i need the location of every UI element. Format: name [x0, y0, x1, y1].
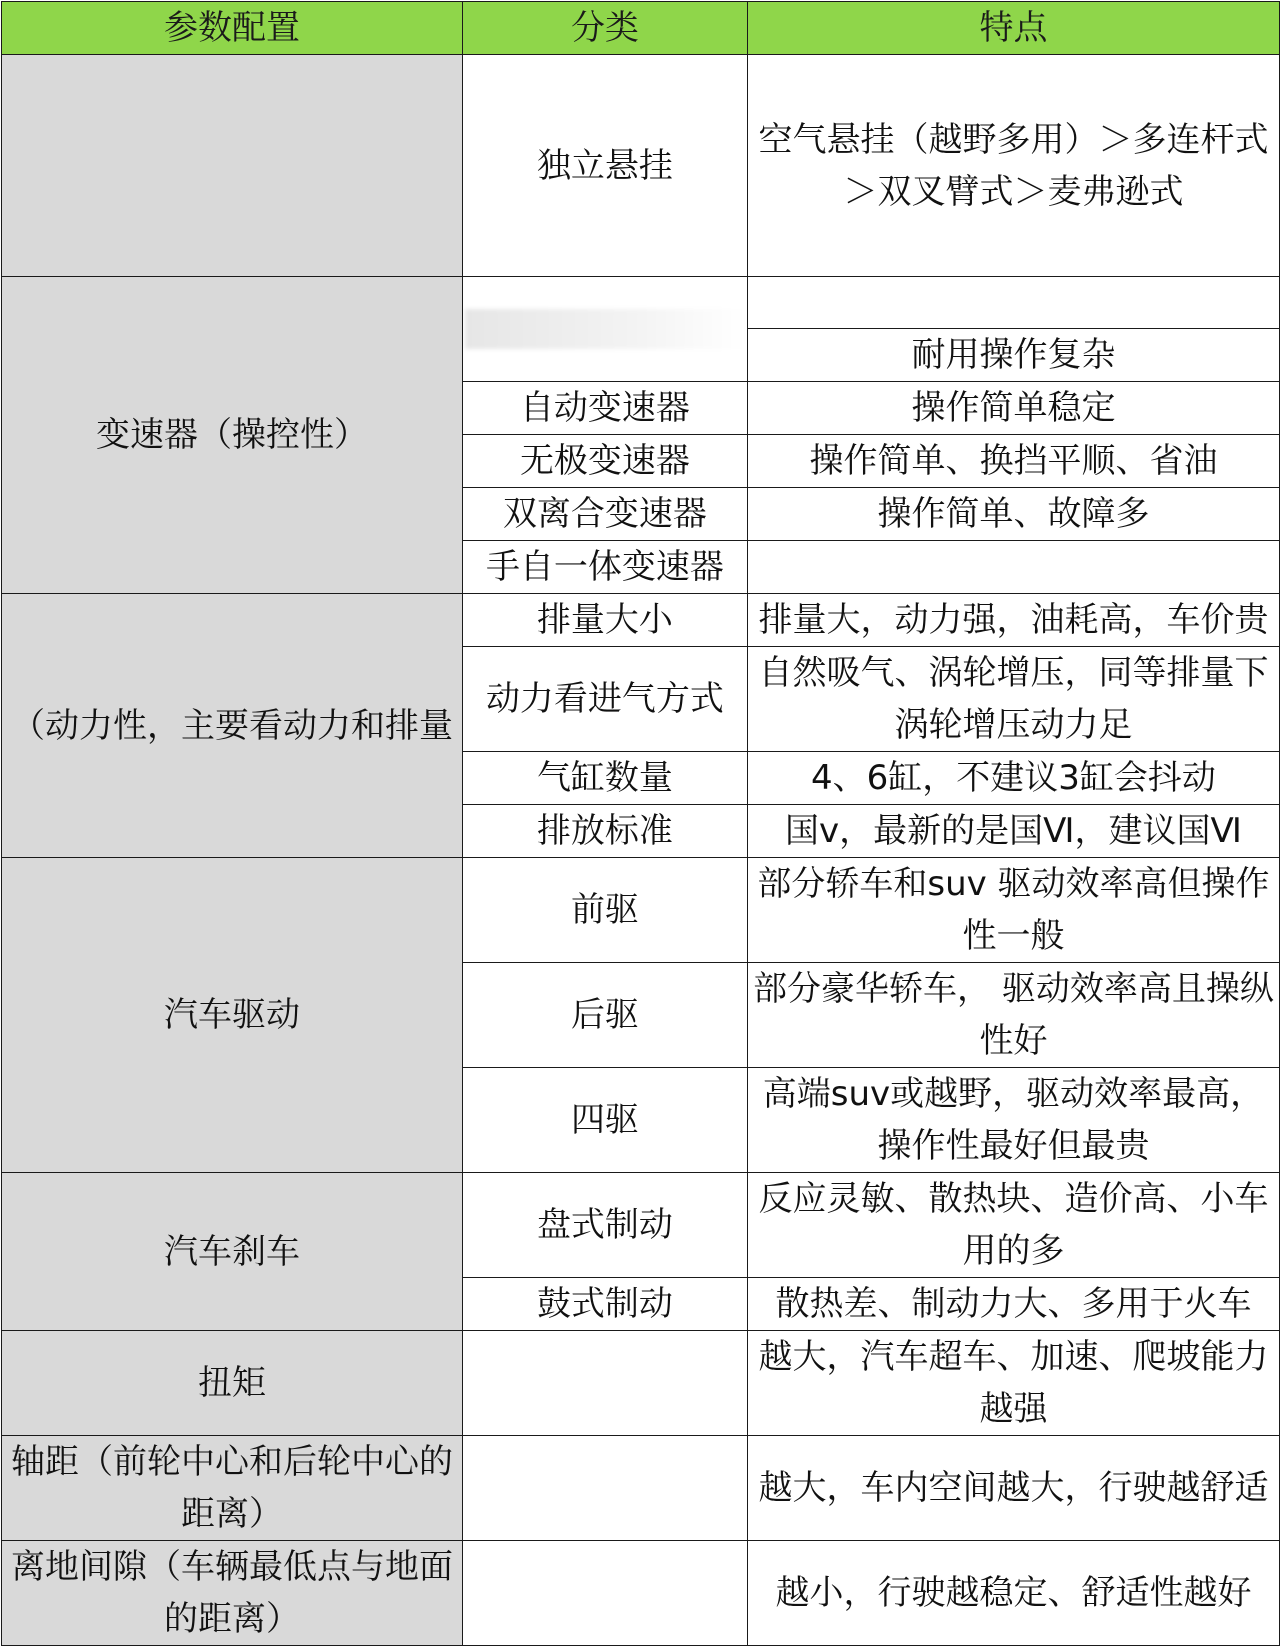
feature-cell: 部分轿车和suv 驱动效率高但操作性一般 [747, 858, 1279, 963]
category-cell: 独立悬挂 [462, 55, 747, 277]
table-row [2, 1541, 1280, 1646]
param-cell-clearance: 离地间隙（车辆最低点与地面的距离） [2, 1541, 463, 1646]
feature-cell: 越大，车内空间越大，行驶越舒适 [747, 1436, 1279, 1541]
category-cell: 手自一体变速器 [462, 541, 747, 594]
feature-cell: 耐用操作复杂 [747, 329, 1279, 382]
category-cell: 前驱 [462, 858, 747, 963]
table-row [2, 55, 1280, 277]
category-cell: 无极变速器 [462, 435, 747, 488]
feature-cell: 操作简单、故障多 [747, 488, 1279, 541]
param-cell-drive: 汽车驱动 [2, 858, 463, 1173]
param-cell-brake: 汽车刹车 [2, 1173, 463, 1331]
category-cell: 自动变速器 [462, 382, 747, 435]
feature-cell: 散热差、制动力大、多用于火车 [747, 1278, 1279, 1331]
category-cell: 双离合变速器 [462, 488, 747, 541]
feature-cell: 高端suv或越野，驱动效率最高，操作性最好但最贵 [747, 1068, 1279, 1173]
feature-cell: 越小，行驶越稳定、舒适性越好 [747, 1541, 1279, 1646]
table-row [2, 1173, 1280, 1278]
header-param: 参数配置 [2, 2, 463, 55]
category-cell: 后驱 [462, 963, 747, 1068]
category-cell: 排放标准 [462, 805, 747, 858]
category-cell: 气缸数量 [462, 752, 747, 805]
table-row [2, 594, 1280, 647]
feature-cell: 国v，最新的是国Ⅵ，建议国Ⅵ [747, 805, 1279, 858]
feature-cell: 操作简单、换挡平顺、省油 [747, 435, 1279, 488]
category-cell [462, 1436, 747, 1541]
param-cell-wheelbase: 轴距（前轮中心和后轮中心的距离） [2, 1436, 463, 1541]
table-row [2, 1331, 1280, 1436]
table-row [2, 277, 1280, 329]
param-cell-engine: （动力性，主要看动力和排量 [2, 594, 463, 858]
category-cell: 盘式制动 [462, 1173, 747, 1278]
header-category: 分类 [462, 2, 747, 55]
category-cell [462, 1541, 747, 1646]
feature-cell: 越大，汽车超车、加速、爬坡能力越强 [747, 1331, 1279, 1436]
category-cell: 动力看进气方式 [462, 647, 747, 752]
header-feature: 特点 [747, 2, 1279, 55]
param-cell-torque: 扭矩 [2, 1331, 463, 1436]
header-row [2, 2, 1280, 55]
feature-cell: 空气悬挂（越野多用）＞多连杆式＞双叉臂式＞麦弗逊式 [747, 55, 1279, 277]
feature-cell: 操作简单稳定 [747, 382, 1279, 435]
feature-cell: 4、6缸，不建议3缸会抖动 [747, 752, 1279, 805]
feature-cell: 排量大，动力强，油耗高，车价贵 [747, 594, 1279, 647]
table-row [2, 858, 1280, 963]
table-row [2, 1436, 1280, 1541]
category-cell: 鼓式制动 [462, 1278, 747, 1331]
car-parameters-table [1, 1, 1280, 1646]
param-cell-suspension [2, 55, 463, 277]
category-cell-redacted [462, 277, 747, 382]
category-cell [462, 1331, 747, 1436]
feature-cell [747, 277, 1279, 329]
redacted-blur [465, 309, 745, 349]
feature-cell: 反应灵敏、散热块、造价高、小车用的多 [747, 1173, 1279, 1278]
param-cell-transmission: 变速器（操控性） [2, 277, 463, 594]
category-cell: 排量大小 [462, 594, 747, 647]
feature-cell: 部分豪华轿车， 驱动效率高且操纵性好 [747, 963, 1279, 1068]
feature-cell: 自然吸气、涡轮增压，同等排量下涡轮增压动力足 [747, 647, 1279, 752]
category-cell: 四驱 [462, 1068, 747, 1173]
feature-cell [747, 541, 1279, 594]
